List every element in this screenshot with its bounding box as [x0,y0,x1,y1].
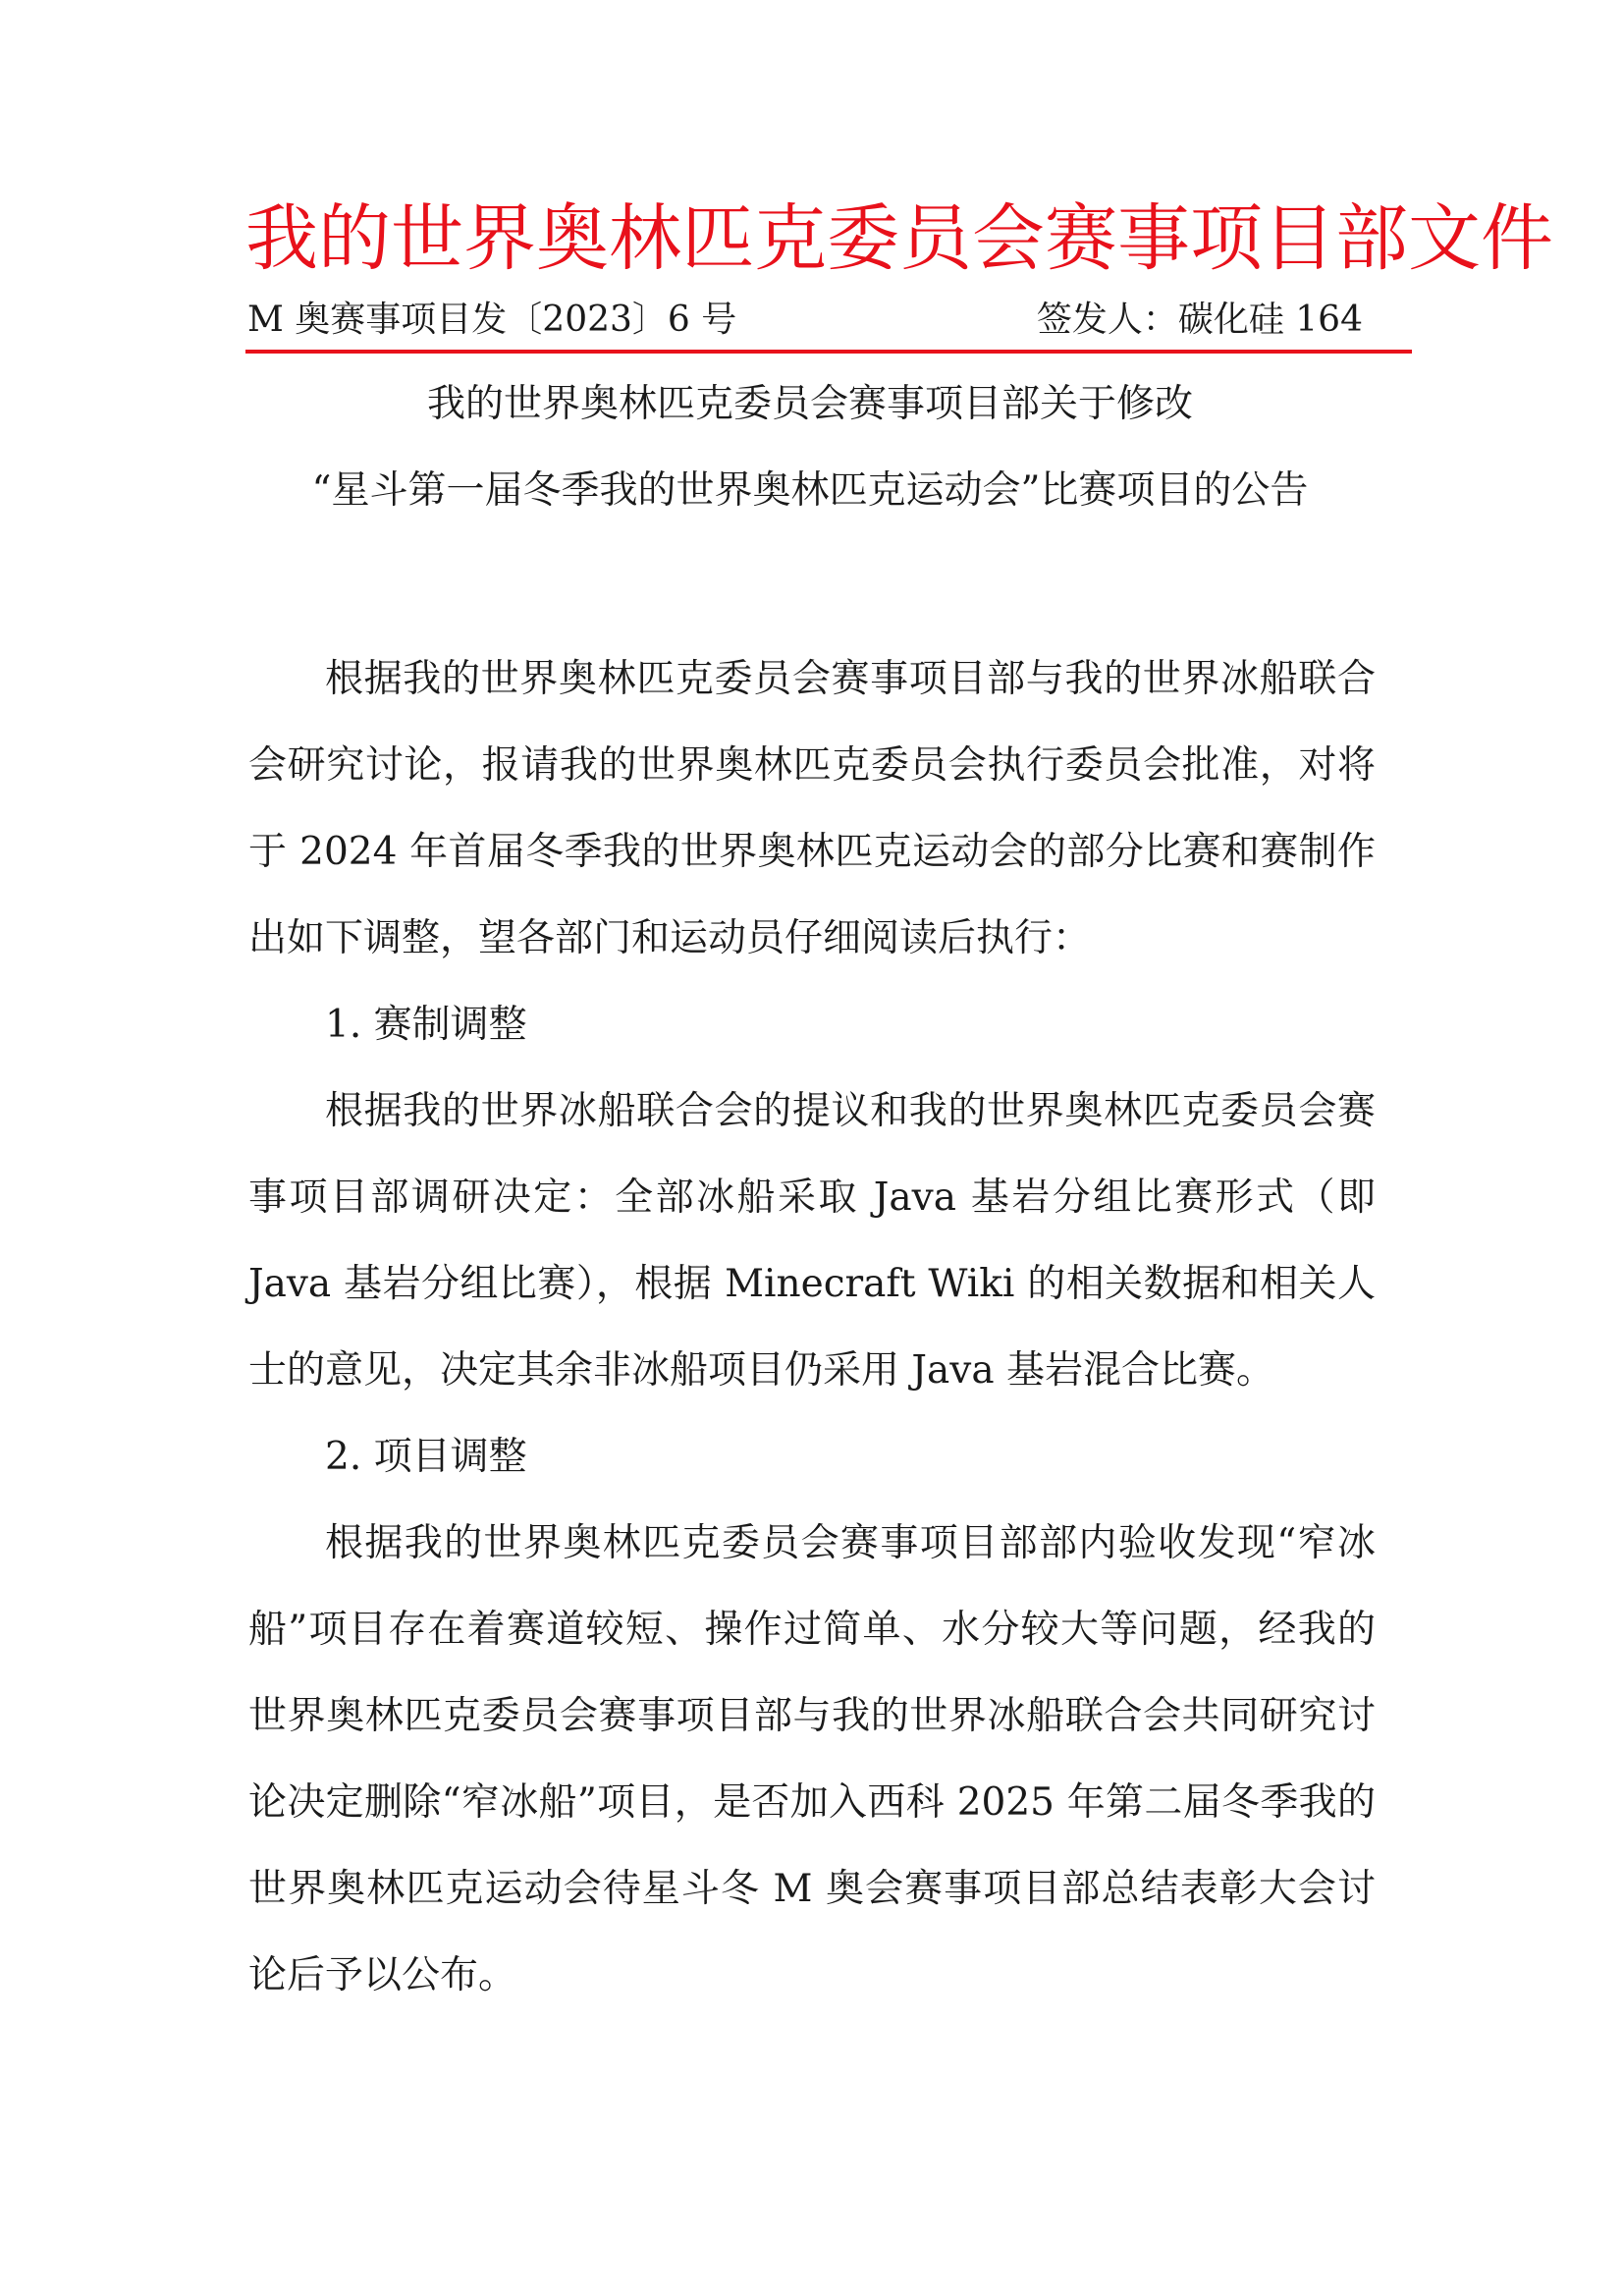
document-meta-row [245,297,1375,344]
section-2-heading: 2. 项目调整 [325,1435,527,1479]
section-1-paragraph: 根据我的世界冰船联合会的提议和我的世界奥林匹克委员会赛事项目部调研决定：全部冰船采取 Java 基岩分组比赛形式（即 Java 基岩分组比赛），根据 Minecraft Wiki 的相关数据和相关人士的意见，决定其余非冰船项目仍采用 Java 基岩混合比赛。 [248,1089,1376,1393]
document-header-title: 我的世界奥林匹克委员会赛事项目部文件 [245,196,1553,281]
notice-title-line-1: 我的世界奥林匹克委员会赛事项目部关于修改 [426,382,1193,426]
section-1-heading: 1. 赛制调整 [325,1003,527,1047]
header-red-divider [245,350,1412,354]
section-2-paragraph: 根据我的世界奥林匹克委员会赛事项目部部内验收发现“窄冰船”项目存在着赛道较短、操作过简单、水分较大等问题，经我的世界奥林匹克委员会赛事项目部与我的世界冰船联合会共同研究讨论决定删除“窄冰船”项目，是否加入西科 2025 年第二届冬季我的世界奥林匹克运动会待星斗冬 M 奥会赛事项目部总结表彰大会讨论后予以公布。 [248,1521,1376,1997]
document-number: M 奥赛事项目发〔2023〕6 号 [247,300,737,340]
intro-paragraph: 根据我的世界奥林匹克委员会赛事项目部与我的世界冰船联合会研究讨论，报请我的世界奥林匹克委员会执行委员会批准，对将于 2024 年首届冬季我的世界奥林匹克运动会的部分比赛和赛制作出如下调整，望各部门和运动员仔细阅读后执行： [248,657,1376,960]
document-issuer: 签发人：碳化硅 164 [1036,300,1363,340]
notice-body [248,636,1376,2019]
notice-title-line-2: “星斗第一届冬季我的世界奥林匹克运动会”比赛项目的公告 [311,468,1309,513]
